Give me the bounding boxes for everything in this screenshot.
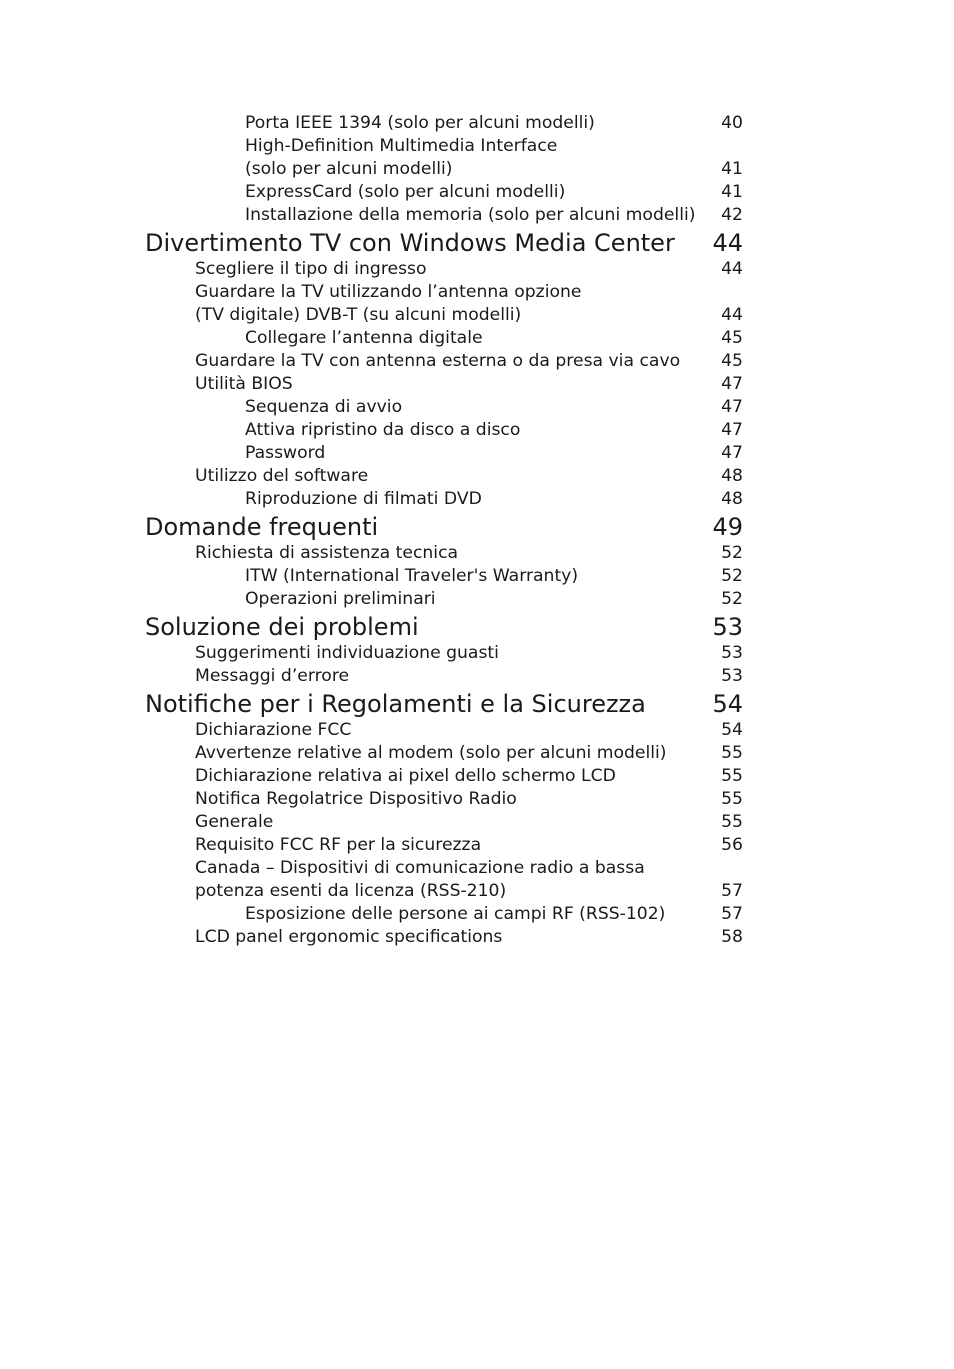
toc-entry-label: LCD panel ergonomic specifications (195, 927, 503, 947)
toc-page-number: 53 (721, 666, 743, 686)
toc-entry[interactable] (0, 281, 954, 304)
toc-entry-label: Dichiarazione relativa ai pixel dello schermo LCD (195, 766, 616, 786)
toc-page-number: 40 (721, 113, 743, 133)
toc-page-number: 52 (721, 589, 743, 609)
toc-entry-label: potenza esenti da licenza (RSS-210) (195, 881, 507, 901)
toc-entry-label: Richiesta di assistenza tecnica (195, 543, 459, 563)
toc-entry-label: Notifica Regolatrice Dispositivo Radio (195, 789, 517, 809)
toc-entry-label: Suggerimenti individuazione guasti (195, 643, 499, 663)
toc-entry-label: Operazioni preliminari (245, 589, 436, 609)
toc-entry[interactable] (0, 419, 954, 442)
toc-page-number: 54 (721, 720, 743, 740)
toc-entry[interactable] (0, 565, 954, 588)
toc-chapter-heading[interactable] (0, 612, 954, 642)
toc-page-number: 47 (721, 420, 743, 440)
toc-entry-label: Avvertenze relative al modem (solo per alcuni modelli) (195, 743, 667, 763)
toc-entry[interactable] (0, 903, 954, 926)
toc-entry-label: Utilità BIOS (195, 374, 293, 394)
toc-entry[interactable] (0, 442, 954, 465)
toc-page-number: 53 (721, 643, 743, 663)
toc-entry[interactable] (0, 742, 954, 765)
toc-entry[interactable] (0, 465, 954, 488)
toc-chapter-heading[interactable] (0, 228, 954, 258)
toc-entry[interactable] (0, 880, 954, 903)
toc-entry[interactable] (0, 588, 954, 611)
toc-entry-label: Notifiche per i Regolamenti e la Sicurezza (145, 690, 646, 718)
toc-entry-label: Utilizzo del software (195, 466, 369, 486)
toc-entry[interactable] (0, 788, 954, 811)
toc-page-number: 47 (721, 374, 743, 394)
toc-page-number: 54 (712, 690, 743, 718)
toc-entry-label: ITW (International Traveler's Warranty) (245, 566, 579, 586)
toc-page-number: 48 (721, 466, 743, 486)
toc-entry[interactable] (0, 542, 954, 565)
toc-page-number: 58 (721, 927, 743, 947)
toc-entry-label: Soluzione dei problemi (145, 613, 419, 641)
toc-entry-label: Dichiarazione FCC (195, 720, 352, 740)
toc-entry[interactable] (0, 350, 954, 373)
toc-entry-label: (solo per alcuni modelli) (245, 159, 453, 179)
toc-entry-label: Sequenza di avvio (245, 397, 403, 417)
toc-entry[interactable] (0, 665, 954, 688)
toc-chapter-heading[interactable] (0, 689, 954, 719)
toc-page-number: 55 (721, 743, 743, 763)
toc-entry[interactable] (0, 857, 954, 880)
toc-page-number: 55 (721, 766, 743, 786)
toc-page-number: 44 (721, 259, 743, 279)
toc-entry-label: Requisito FCC RF per la sicurezza (195, 835, 482, 855)
toc-page-number: 57 (721, 904, 743, 924)
toc-page-number: 47 (721, 397, 743, 417)
table-of-contents (0, 112, 954, 949)
toc-page-number: 57 (721, 881, 743, 901)
toc-entry-label: Collegare l’antenna digitale (245, 328, 483, 348)
toc-entry[interactable] (0, 181, 954, 204)
toc-page-number: 45 (721, 328, 743, 348)
toc-page-number: 55 (721, 812, 743, 832)
toc-entry-label: Password (245, 443, 326, 463)
toc-entry-label: ExpressCard (solo per alcuni modelli) (245, 182, 566, 202)
toc-entry-label: (TV digitale) DVB-T (su alcuni modelli) (195, 305, 522, 325)
toc-entry[interactable] (0, 642, 954, 665)
toc-entry-label: Domande frequenti (145, 513, 379, 541)
toc-page-number: 48 (721, 489, 743, 509)
toc-page-number: 55 (721, 789, 743, 809)
toc-page-number: 56 (721, 835, 743, 855)
toc-entry[interactable] (0, 488, 954, 511)
toc-entry[interactable] (0, 204, 954, 227)
toc-page-number: 47 (721, 443, 743, 463)
toc-entry[interactable] (0, 327, 954, 350)
toc-entry-label: Guardare la TV con antenna esterna o da presa via cavo (195, 351, 681, 371)
toc-entry[interactable] (0, 765, 954, 788)
toc-page-number: 52 (721, 566, 743, 586)
toc-entry[interactable] (0, 373, 954, 396)
toc-entry[interactable] (0, 258, 954, 281)
toc-page-number: 41 (721, 159, 743, 179)
toc-page-number: 44 (712, 229, 743, 257)
toc-entry[interactable] (0, 396, 954, 419)
toc-entry-label: Canada – Dispositivi di comunicazione radio a bassa (195, 858, 645, 878)
toc-page-number: 41 (721, 182, 743, 202)
toc-entry[interactable] (0, 304, 954, 327)
toc-entry[interactable] (0, 926, 954, 949)
toc-entry[interactable] (0, 719, 954, 742)
toc-page-number: 52 (721, 543, 743, 563)
toc-entry-label: High-Definition Multimedia Interface (245, 136, 558, 156)
toc-entry[interactable] (0, 112, 954, 135)
toc-chapter-heading[interactable] (0, 512, 954, 542)
toc-entry-label: Porta IEEE 1394 (solo per alcuni modelli) (245, 113, 595, 133)
toc-entry-label: Riproduzione di filmati DVD (245, 489, 482, 509)
toc-page-number: 44 (721, 305, 743, 325)
toc-entry-label: Esposizione delle persone ai campi RF (RSS-102) (245, 904, 666, 924)
toc-entry[interactable] (0, 158, 954, 181)
toc-page-number: 53 (712, 613, 743, 641)
toc-entry[interactable] (0, 811, 954, 834)
toc-page-number: 42 (721, 205, 743, 225)
toc-page-number: 49 (712, 513, 743, 541)
toc-page-number: 45 (721, 351, 743, 371)
toc-entry[interactable] (0, 834, 954, 857)
toc-entry-label: Guardare la TV utilizzando l’antenna opzione (195, 282, 582, 302)
toc-entry-label: Messaggi d’errore (195, 666, 350, 686)
toc-entry-label: Installazione della memoria (solo per alcuni modelli) (245, 205, 696, 225)
toc-entry-label: Scegliere il tipo di ingresso (195, 259, 427, 279)
toc-entry-label: Attiva ripristino da disco a disco (245, 420, 521, 440)
toc-entry-label: Divertimento TV con Windows Media Center (145, 229, 675, 257)
toc-entry[interactable] (0, 135, 954, 158)
toc-entry-label: Generale (195, 812, 274, 832)
